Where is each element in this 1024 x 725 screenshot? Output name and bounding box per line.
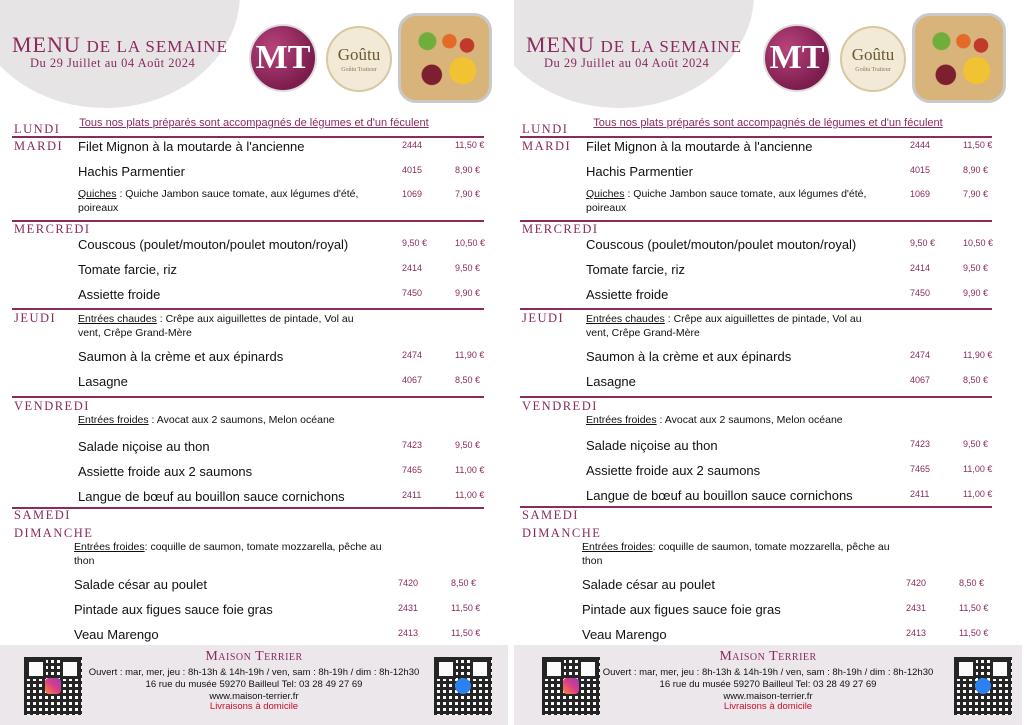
day-dimanche: DIMANCHE (522, 526, 602, 540)
menu-item-code: 2431 (906, 603, 927, 613)
address: 16 rue du musée 59270 Bailleul Tel: 03 28 49 27 69 (659, 679, 877, 690)
menu-item-price: 8,90 € (963, 165, 989, 175)
brand-name: Maison Terrier (205, 649, 303, 664)
dish-photo (912, 13, 1006, 103)
menu-item-code: 7465 (910, 464, 931, 474)
menu-item-name: Veau Marengo (74, 627, 159, 642)
menu-item-price: 8,50 € (963, 375, 989, 385)
menu-item-code: 2444 (910, 140, 931, 150)
menu-item-code: 1069 (910, 189, 931, 199)
menu-item-code: 4015 (402, 165, 423, 175)
date-range: Du 29 Juillet au 04 Août 2024 (30, 56, 196, 70)
menu-item-price: 10,50 € (455, 238, 486, 248)
menu-item-price: 7,90 € (963, 189, 989, 199)
menu-item-price: 7,90 € (455, 189, 481, 199)
menu-item-price: 11,00 € (455, 490, 485, 500)
day-samedi: SAMEDI (522, 508, 579, 522)
menu-item-name: Assiette froide aux 2 saumons (78, 464, 253, 479)
menu-item-price: 11,50 € (963, 140, 993, 150)
intro-note: Tous nos plats préparés sont accompagnés de légumes et d'un féculent (79, 117, 429, 129)
entrees-froides: Entrées froides : Avocat aux 2 saumons, Melon océane (586, 414, 843, 426)
menu-item-name: Hachis Parmentier (586, 164, 693, 179)
menu-item-code: 2474 (910, 350, 931, 360)
menu-item-name: Assiette froide (586, 287, 669, 302)
menu-item-price: 11,90 € (455, 350, 485, 360)
footer (0, 645, 508, 725)
opening-hours: Ouvert : mar, mer, jeu : 8h-13h & 14h-19h / ven, sam : 8h-19h / dim : 8h-12h30 (602, 667, 934, 678)
menu-item-code: 2474 (402, 350, 423, 360)
day-lundi: LUNDI (14, 122, 61, 136)
menu-item-name: Couscous (poulet/mouton/poulet mouton/royal) (78, 237, 349, 252)
menu-item-price: 11,00 € (963, 489, 993, 499)
day-vendredi: VENDREDI (522, 399, 598, 413)
menu-sheet-right (514, 0, 1022, 725)
day-mardi: MARDI (14, 139, 64, 153)
menu-item-code: 2411 (910, 489, 930, 499)
menu-item-price: 10,50 € (963, 238, 994, 248)
divider (12, 507, 484, 509)
menu-item-price-small: 9,50 € (402, 238, 428, 248)
menu-item-name: Langue de bœuf au bouillon sauce cornichons (78, 489, 345, 504)
menu-item-code: 7420 (906, 578, 927, 588)
menu-item-name: Saumon à la crème et aux épinards (78, 349, 284, 364)
day-vendredi: VENDREDI (14, 399, 90, 413)
date-range: Du 29 Juillet au 04 Août 2024 (544, 56, 710, 70)
menu-item-price: 8,50 € (451, 578, 477, 588)
menu-item-price: 9,50 € (455, 440, 481, 450)
menu-item-price: 11,00 € (963, 464, 993, 474)
menu-sheet-left (0, 0, 508, 725)
menu-item-name: Tomate farcie, riz (78, 262, 177, 277)
menu-item-code: 7423 (402, 440, 423, 450)
menu-item-price: 9,50 € (963, 439, 989, 449)
menu-item-code: 2444 (402, 140, 423, 150)
menu-item-price: 11,50 € (451, 628, 481, 638)
menu-item-code: 2411 (402, 490, 422, 500)
menu-item-name: Lasagne (586, 374, 636, 389)
divider (520, 136, 992, 138)
opening-hours: Ouvert : mar, mer, jeu : 8h-13h & 14h-19h / ven, sam : 8h-19h / dim : 8h-12h30 (88, 667, 420, 678)
menu-item-price: 9,50 € (455, 263, 481, 273)
goutu-logo: Goûtu Goûtu Traiteur (840, 26, 906, 92)
menu-item-price: 11,00 € (455, 465, 485, 475)
quiches-entry: Quiches : Quiche Jambon sauce tomate, aux légumes d'été, poireaux (78, 188, 359, 214)
menu-item-code: 7450 (910, 288, 931, 298)
mt-logo: MT (249, 24, 317, 92)
divider (520, 396, 992, 398)
entrees-froides: Entrées froides: coquille de saumon, tomate mozzarella, pêche au thon (582, 541, 890, 567)
quiches-entry: Quiches : Quiche Jambon sauce tomate, aux légumes d'été, poireaux (586, 188, 867, 214)
menu-item-price: 8,50 € (455, 375, 481, 385)
menu-item-price: 11,50 € (959, 628, 989, 638)
address: 16 rue du musée 59270 Bailleul Tel: 03 28 49 27 69 (145, 679, 363, 690)
menu-item-name: Filet Mignon à la moutarde à l'ancienne (586, 139, 813, 154)
brand-name: Maison Terrier (719, 649, 817, 664)
goutu-logo: Goûtu Goûtu Traiteur (326, 26, 392, 92)
day-mercredi: MERCREDI (522, 222, 599, 236)
divider (12, 308, 484, 310)
menu-item-name: Assiette froide aux 2 saumons (586, 463, 761, 478)
menu-item-code: 2413 (906, 628, 927, 638)
day-jeudi: JEUDI (14, 311, 57, 325)
delivery-note: Livraisons à domicile (209, 701, 299, 712)
menu-item-name: Lasagne (78, 374, 128, 389)
menu-item-code: 2414 (402, 263, 423, 273)
day-mardi: MARDI (522, 139, 572, 153)
intro-note: Tous nos plats préparés sont accompagnés de légumes et d'un féculent (593, 117, 943, 129)
menu-item-name: Veau Marengo (582, 627, 667, 642)
divider (520, 506, 992, 508)
entrees-chaudes: Entrées chaudes : Crêpe aux aiguillettes de pintade, Vol au vent, Crêpe Grand-Mère (586, 313, 862, 339)
menu-item-name: Salade niçoise au thon (78, 439, 210, 454)
menu-item-price: 11,90 € (963, 350, 993, 360)
menu-item-price: 8,90 € (455, 165, 481, 175)
menu-item-name: Filet Mignon à la moutarde à l'ancienne (78, 139, 305, 154)
menu-item-name: Assiette froide (78, 287, 161, 302)
day-jeudi: JEUDI (522, 311, 565, 325)
website-link[interactable]: www.maison-terrier.fr (723, 691, 813, 702)
page-title: MENU DE LA SEMAINE (12, 32, 228, 57)
day-samedi: SAMEDI (14, 508, 71, 522)
menu-item-name: Salade césar au poulet (582, 577, 715, 592)
menu-item-price: 8,50 € (959, 578, 985, 588)
menu-item-code: 7423 (910, 439, 931, 449)
delivery-note: Livraisons à domicile (723, 701, 813, 712)
menu-item-code: 7465 (402, 465, 423, 475)
day-dimanche: DIMANCHE (14, 526, 94, 540)
menu-item-name: Salade césar au poulet (74, 577, 207, 592)
day-mercredi: MERCREDI (14, 222, 91, 236)
menu-item-name: Salade niçoise au thon (586, 438, 718, 453)
menu-item-code: 2431 (398, 603, 419, 613)
menu-item-price: 11,50 € (959, 603, 989, 613)
divider (12, 396, 484, 398)
menu-item-name: Saumon à la crème et aux épinards (586, 349, 792, 364)
divider (12, 136, 484, 138)
dish-photo (398, 13, 492, 103)
menu-item-code: 2413 (398, 628, 419, 638)
page-title: MENU DE LA SEMAINE (526, 32, 742, 57)
menu-item-price: 9,90 € (455, 288, 481, 298)
menu-item-code: 1069 (402, 189, 423, 199)
menu-item-price: 11,50 € (455, 140, 485, 150)
entrees-froides: Entrées froides : Avocat aux 2 saumons, Melon océane (78, 414, 335, 426)
menu-item-code: 4015 (910, 165, 931, 175)
menu-item-name: Hachis Parmentier (78, 164, 185, 179)
entrees-chaudes: Entrées chaudes : Crêpe aux aiguillettes de pintade, Vol au vent, Crêpe Grand-Mère (78, 313, 354, 339)
menu-item-name: Pintade aux figues sauce foie gras (74, 602, 273, 617)
menu-item-price-small: 9,50 € (910, 238, 936, 248)
menu-item-code: 4067 (910, 375, 931, 385)
menu-item-code: 2414 (910, 263, 931, 273)
menu-item-code: 4067 (402, 375, 423, 385)
entrees-froides: Entrées froides: coquille de saumon, tomate mozzarella, pêche au thon (74, 541, 382, 567)
mt-logo: MT (763, 24, 831, 92)
menu-item-name: Langue de bœuf au bouillon sauce cornichons (586, 488, 853, 503)
menu-item-price: 9,90 € (963, 288, 989, 298)
footer (514, 645, 1022, 725)
menu-item-price: 11,50 € (451, 603, 481, 613)
day-lundi: LUNDI (522, 122, 569, 136)
menu-item-code: 7420 (398, 578, 419, 588)
menu-item-name: Pintade aux figues sauce foie gras (582, 602, 781, 617)
menu-item-name: Tomate farcie, riz (586, 262, 685, 277)
menu-item-code: 7450 (402, 288, 423, 298)
website-link[interactable]: www.maison-terrier.fr (209, 691, 299, 702)
menu-item-price: 9,50 € (963, 263, 989, 273)
menu-item-name: Couscous (poulet/mouton/poulet mouton/royal) (586, 237, 857, 252)
divider (520, 308, 992, 310)
